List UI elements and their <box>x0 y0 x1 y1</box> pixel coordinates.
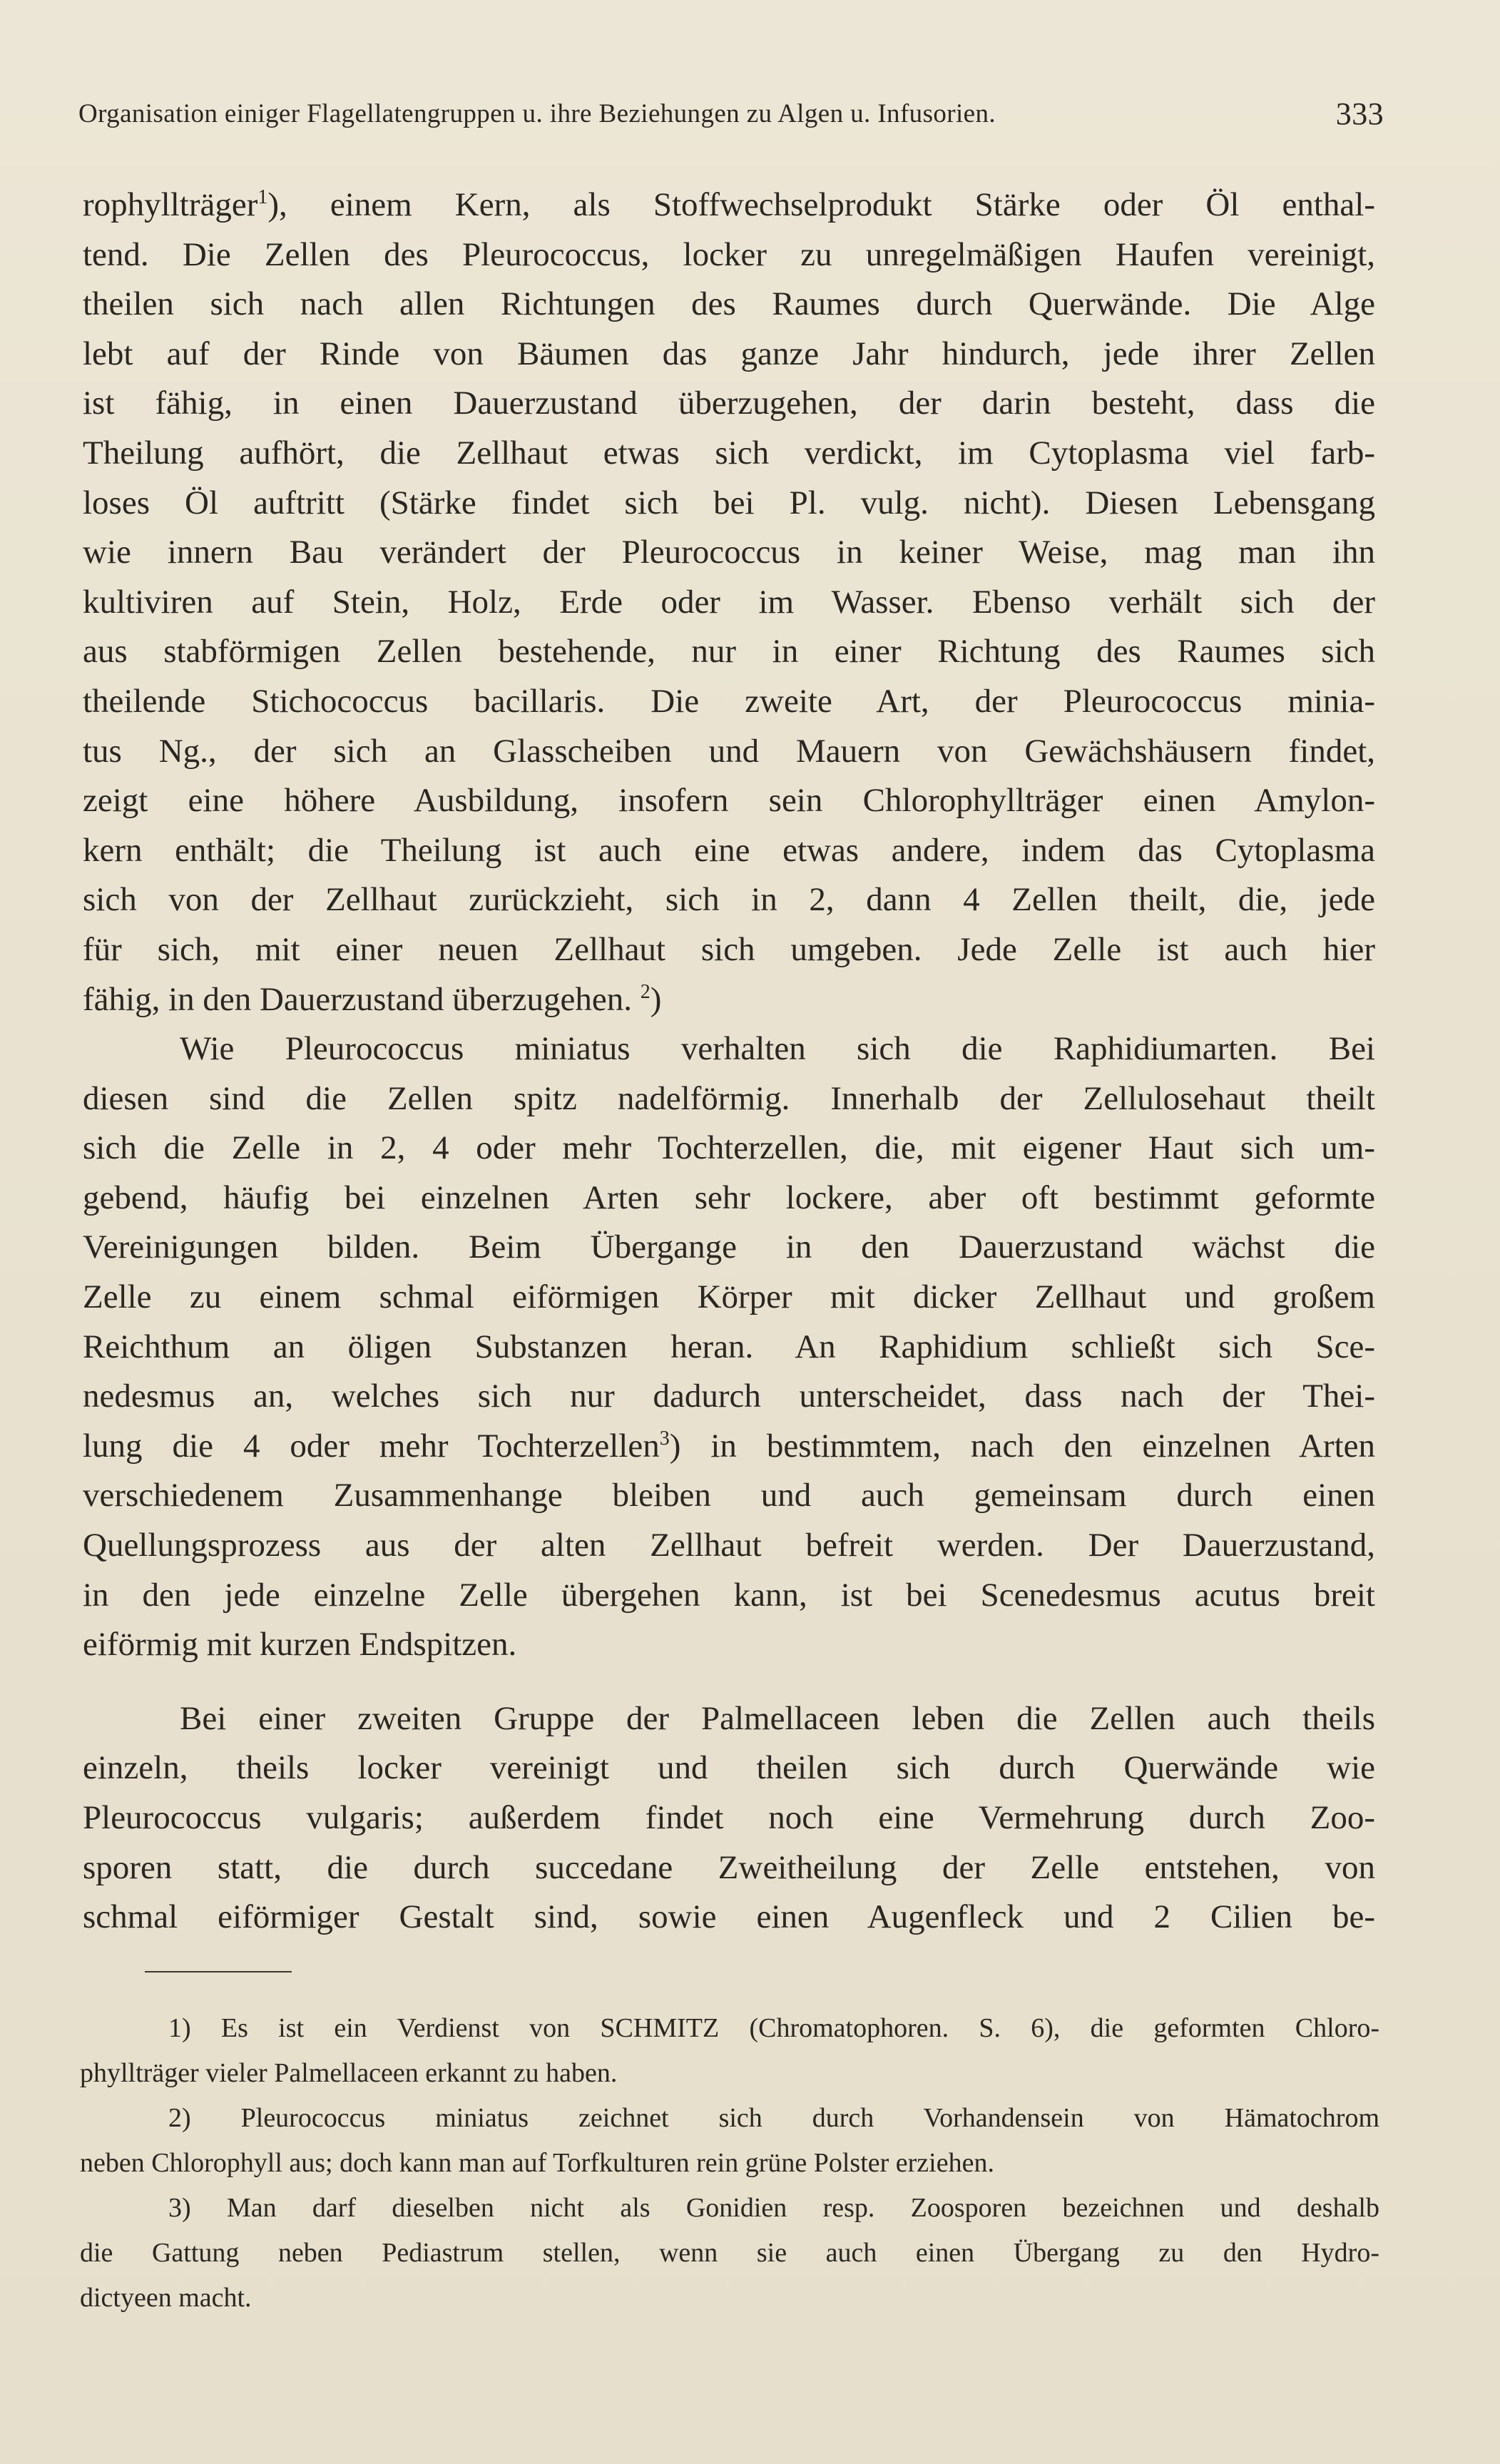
footnote-line: 2) Pleurococcus miniatus zeichnet sich durch Vorhandensein von Hämatochrom <box>168 2103 1379 2133</box>
footnote-ref-1: 1 <box>257 186 268 209</box>
text-line: Vereinigungen bilden. Beim Übergange in den Dauerzustand wächst die <box>83 1228 1375 1266</box>
footnote-ref-3: 3 <box>659 1427 670 1450</box>
footnote-line: 3) Man darf dieselben nicht als Gonidien resp. Zoosporen bezeichnen und deshalb <box>168 2193 1379 2223</box>
footnote-number: 1) <box>168 2013 191 2043</box>
footnote-ref-2: 2 <box>640 980 650 1003</box>
text-line: nedesmus an, welches sich nur dadurch unterscheidet, dass nach der Thei- <box>83 1378 1375 1415</box>
footnote-line: 1) Es ist ein Verdienst von SCHMITZ (Chromatophoren. S. 6), die geformten Chloro- <box>168 2013 1380 2043</box>
text-line: aus stabförmigen Zellen bestehende, nur in einer Richtung des Raumes sich <box>83 633 1375 671</box>
text-line: lung die 4 oder mehr Tochterzellen$^3$) in bestimmtem, nach den einzelnen Arten <box>83 1427 1375 1465</box>
text-line: ist fähig, in einen Dauerzustand überzugehen, der darin besteht, dass die <box>83 385 1375 422</box>
text-line: kultiviren auf Stein, Holz, Erde oder im Wasser. Ebenso verhält sich der <box>83 583 1375 621</box>
text-line: in den jede einzelne Zelle übergehen kann, ist bei Scenedesmus acutus breit <box>83 1576 1375 1614</box>
text-line: fähig, in den Dauerzustand überzugehen. $^2$) <box>83 980 662 1018</box>
text-line: sporen statt, die durch succedane Zweitheilung der Zelle entstehen, von <box>83 1848 1375 1886</box>
text-line: eiförmig mit kurzen Endspitzen. <box>83 1626 517 1664</box>
footnote-number: 2) <box>168 2103 191 2133</box>
text-line: Wie Pleurococcus miniatus verhalten sich die Raphidiumarten. Bei <box>180 1030 1375 1068</box>
text-line: einzeln, theils locker vereinigt und theilen sich durch Querwände wie <box>83 1749 1375 1787</box>
footnote-2 <box>80 2096 1379 2186</box>
text-line: schmal eiförmiger Gestalt sind, sowie einen Augenfleck und 2 Cilien be- <box>83 1898 1375 1936</box>
footnote-line: dictyeen macht. <box>80 2283 252 2313</box>
footnote-line: die Gattung neben Pediastrum stellen, wenn sie auch einen Übergang zu den Hydro- <box>80 2238 1379 2268</box>
footnote-line: phyllträger vieler Palmellaceen erkannt zu haben. <box>80 2058 618 2088</box>
text-line: Zelle zu einem schmal eiförmigen Körper mit dicker Zellhaut und großem <box>83 1278 1375 1316</box>
page-number: 333 <box>1335 96 1384 131</box>
footnote-3 <box>80 2186 1379 2321</box>
footnote-line: neben Chlorophyll aus; doch kann man auf Torfkulturen rein grüne Polster erziehen. <box>80 2148 994 2178</box>
text-line: loses Öl auftritt (Stärke findet sich bei Pl. vulg. nicht). Diesen Lebensgang <box>83 484 1375 521</box>
text-line: tend. Die Zellen des Pleurococcus, locker zu unregelmäßigen Haufen vereinigt, <box>83 235 1375 273</box>
text-line: Quellungsprozess aus der alten Zellhaut befreit werden. Der Dauerzustand, <box>83 1527 1375 1564</box>
text-line: wie innern Bau verändert der Pleurococcus in keiner Weise, mag man ihn <box>83 534 1375 571</box>
text-line: sich von der Zellhaut zurückzieht, sich in 2, dann 4 Zellen theilt, die, jede <box>83 881 1375 919</box>
footnotes <box>80 2006 1379 2321</box>
footnote-number: 3) <box>168 2193 191 2223</box>
footnote-separator <box>145 1971 292 1972</box>
text-line: diesen sind die Zellen spitz nadelförmig. Innerhalb der Zellulosehaut theilt <box>83 1079 1375 1117</box>
text-line: Pleurococcus vulgaris; außerdem findet noch eine Vermehrung durch Zoo- <box>83 1799 1375 1836</box>
paragraph-3 <box>83 1694 1375 1943</box>
footnote-1 <box>80 2006 1379 2096</box>
paragraph-1 <box>83 180 1375 1024</box>
text-line: Bei einer zweiten Gruppe der Palmellaceen leben die Zellen auch theils <box>180 1699 1375 1737</box>
text-line: rophyllträger$^1$), einem Kern, als Stoffwechselprodukt Stärke oder Öl enthal- <box>83 186 1375 223</box>
text-line: verschiedenem Zusammenhange bleiben und auch gemeinsam durch einen <box>83 1477 1375 1514</box>
text-line: Reichthum an öligen Substanzen heran. An Raphidium schließt sich Sce- <box>83 1328 1375 1365</box>
text-line: sich die Zelle in 2, 4 oder mehr Tochterzellen, die, mit eigener Haut sich um- <box>83 1129 1375 1167</box>
paragraph-2 <box>83 1024 1375 1670</box>
paragraph-gap <box>83 1670 1375 1694</box>
body-text <box>83 180 1375 1943</box>
text-line: für sich, mit einer neuen Zellhaut sich umgeben. Jede Zelle ist auch hier <box>83 930 1375 968</box>
text-line: gebend, häufig bei einzelnen Arten sehr lockere, aber oft bestimmt geformte <box>83 1178 1375 1216</box>
text-line: kern enthält; die Theilung ist auch eine etwas andere, indem das Cytoplasma <box>83 831 1375 869</box>
text-line: theilende Stichococcus bacillaris. Die zweite Art, der Pleurococcus minia- <box>83 682 1375 720</box>
text-line: zeigt eine höhere Ausbildung, insofern sein Chlorophyllträger einen Amylon- <box>83 782 1375 820</box>
text-line: theilen sich nach allen Richtungen des Raumes durch Querwände. Die Alge <box>83 285 1375 323</box>
text-line: lebt auf der Rinde von Bäumen das ganze Jahr hindurch, jede ihrer Zellen <box>83 335 1375 372</box>
running-title: Organisation einiger Flagellatengruppen u. ihre Beziehungen zu Algen u. Infusorien. <box>78 99 996 128</box>
text-line: Theilung aufhört, die Zellhaut etwas sich verdickt, im Cytoplasma viel farb- <box>83 434 1375 472</box>
text-line: tus Ng., der sich an Glasscheiben und Mauern von Gewächshäusern findet, <box>83 732 1375 770</box>
